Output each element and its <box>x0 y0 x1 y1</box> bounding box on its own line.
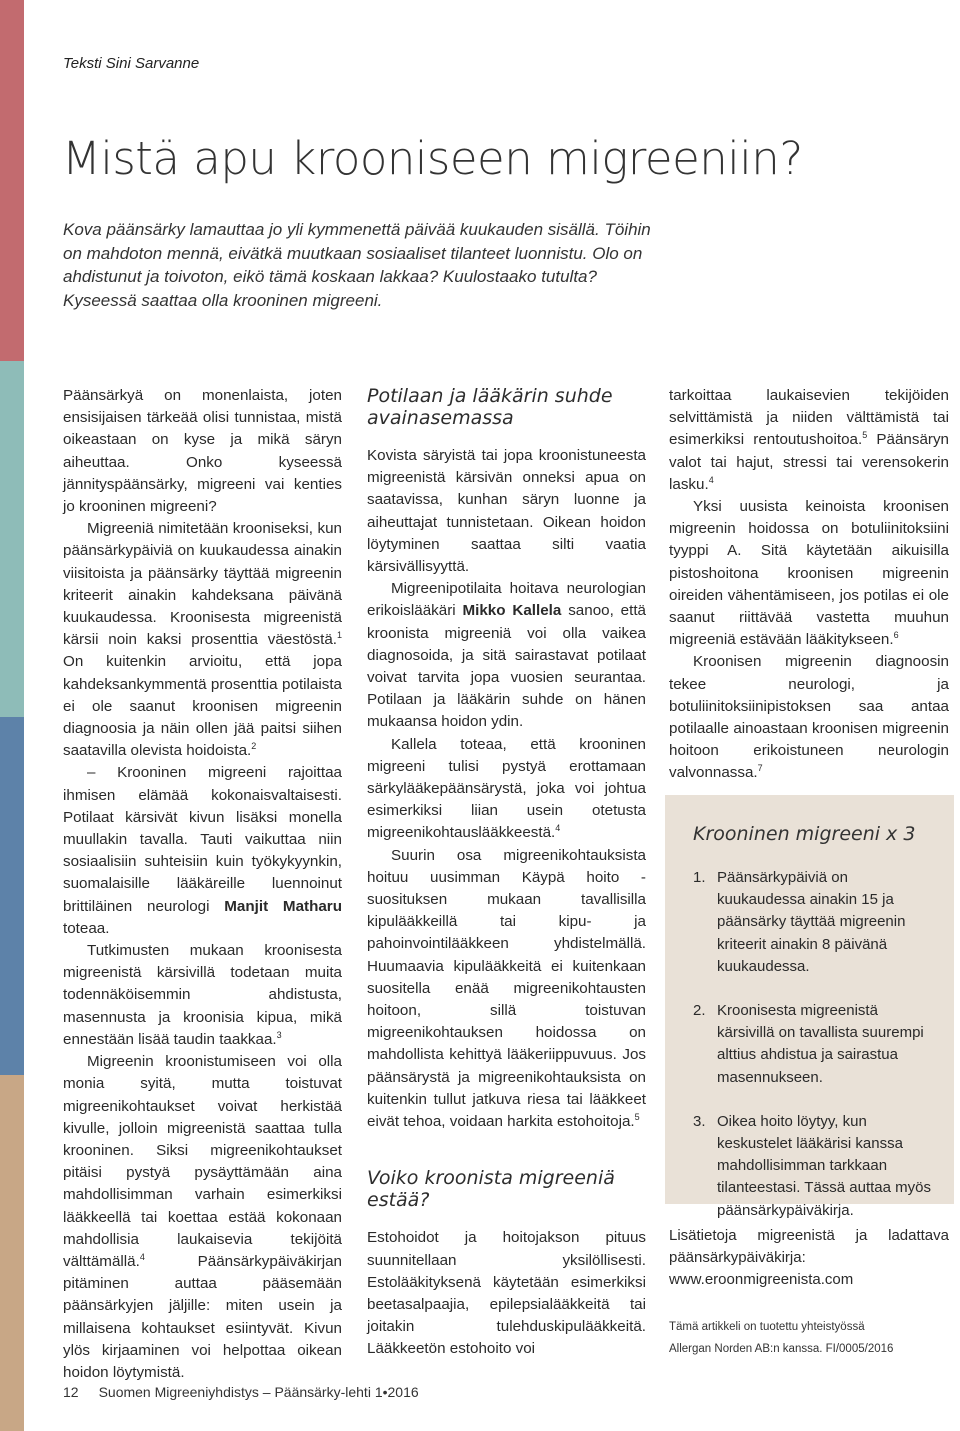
subheading: Voiko kroonista migreeniä estää? <box>367 1167 615 1212</box>
column-2 <box>367 385 646 1361</box>
paragraph: Kroonisen migreenin diagnoosin tekee neurologi, ja botuliinitoksiinipistoksen saa antaa potilaalle ainoastaan kroonisen migreenin hoitoon erikoistuneen neurologin valvonnassa.$^7$ <box>669 653 949 782</box>
color-bar-red <box>0 0 24 361</box>
paragraph: Yksi uusista keinoista kroonisen migreenin hoidossa on botuliinitoksiini tyyppi A. Sitä käytetään aikuisilla pistoshoitona kroonisen migreenin oireiden vähentämiseen, jos potilas ei ole saanut riittävää vastetta muuhun migreeniä estävään lääkitykseen.$^6$ <box>669 498 949 649</box>
fact-box <box>665 795 954 1219</box>
page-number: 12 <box>63 1384 79 1400</box>
more-info <box>669 1225 949 1292</box>
column-3 <box>669 385 949 785</box>
paragraph: Migreenin kroonistumiseen voi olla monia syitä, mutta toistuvat migreenikohtaukset voivat herkistää kivulle, jolloin migreenistä saattaa tulla krooninen. Siksi migreenikohtaukset pitäisi pystyä pysäyttämään aina mahdollisimman varhain esimerkiksi lääkkeellä tai koettaa estää kokonaan mahdollisia laukaisevia tekijöitä välttämällä.$^4$ Päänsärkypäiväkirjan pitäminen auttaa pääsemään päänsärkyjen jäljille: miten usein ja millaisena kohtaukset esiintyvät. Kivun ylös kirjaaminen voi helpottaa oikean hoidon löytymistä. <box>63 1053 342 1381</box>
list-item: 2. Kroonisesta migreenistä kärsivillä on tavallista suurempi alttius ahdistua ja sairastua masennukseen. <box>693 1002 924 1086</box>
more-info-text: Lisätietoja migreenistä ja ladattava päänsärkypäiväkirja: <box>669 1227 949 1267</box>
paragraph: Kallela toteaa, että krooninen migreeni tulisi pystyä erottamaan särkylääkepäänsärystä, joka voi johtua esimerkiksi liian usein otetusta migreenikohtauslääkkeestä.$^4$ <box>367 735 646 842</box>
person-name: Manjit Matharu <box>224 897 342 915</box>
paragraph: Estohoidot ja hoitojakson pituus suunnitellaan yksilöllisesti. Estolääkityksenä käytetään esimerkiksi beetasalpaajia, epilepsialääkkeitä tai joitakin tulehduskipulääkkeitä. Lääkkeetön estohoito voi <box>367 1229 646 1358</box>
paragraph: Päänsärkyä on monenlaista, joten ensisijaisen tärkeää olisi tunnistaa, mistä oikeastaan on kyse ja mikä säryn aiheuttaa. Onko kyseessä jännityspäänsärky, migreeni vai kenties jo krooninen migreeni? <box>63 387 342 516</box>
paragraph: Kovista säryistä tai jopa kroonistuneesta migreenistä kärsivän onneksi apua on saatavissa, kunhan säryn luonne ja aiheuttajat tunnistetaan. Oikean hoidon löytyminen saattaa silti vaatia kärsivällisyyttä. <box>367 447 646 576</box>
fact-box-title: Krooninen migreeni x 3 <box>693 823 916 845</box>
paragraph: – Krooninen migreeni rajoittaa ihmisen elämää kokonaisvaltaisesti. Potilaat kärsivät kivun lisäksi monella muullakin tavalla. Tauti vaikuttaa niin sosiaalisiin suhteisiin kuin työkykyynkin, suomalaisille lääkäreille luennoinut brittiläinen neurologi Manjit Matharu toteaa. <box>63 764 342 937</box>
paragraph: Migreenipotilaita hoitava neurologian erikoislääkäri Mikko Kallela sanoo, että kroonista migreeniä voi olla vaikea diagnosoida, ja sitä sairastavat potilaat voivat tarvita jopa vuosien seurantaa. Potilaan ja lääkärin suhde on hänen mukaansa hoidon ydin. <box>367 580 646 731</box>
byline: Teksti Sini Sarvanne <box>63 55 200 72</box>
paragraph: Tutkimusten mukaan kroonisesta migreenistä kärsivillä todetaan muita todennäköisemmin ahdistusta, masennusta ja kroonisia kipua, mikä ennestään lisää taudin taakkaa.$^3$ <box>63 942 342 1048</box>
article-title: Mistä apu krooniseen migreeniin? <box>62 132 803 185</box>
color-bar-tan <box>0 1075 24 1431</box>
color-bar-blue <box>0 717 24 1075</box>
paragraph: Migreeniä nimitetään krooniseksi, kun päänsärkypäiviä on kuukaudessa ainakin viisitoista ja päänsärky täyttää migreenin kriteerit ainakin kahdeksana päivänä kuukaudessa. Kroonisesta migreenistä kärsii noin kaksi prosenttia väestöstä.$^1$ On kuitenkin arvioitu, että jopa kahdeksankymmentä prosenttia potilaista ei ole saanut kroonisen migreenin diagnoosia ja näin ollen jää paitsi siihen saatavilla olevista hoidoista.$^2$ <box>63 520 342 760</box>
website-link[interactable]: www.eroonmigreenista.com <box>669 1271 854 1289</box>
paragraph: tarkoittaa laukaisevien tekijöiden selvittämistä ja niiden välttämistä tai esimerkiksi rentoutushoitoa.$^5$ Päänsäryn valot tai hajut, stressi tai verensokerin lasku.$^4$ <box>669 387 949 493</box>
lead-paragraph: Kova päänsärky lamauttaa jo yli kymmenettä päivää kuukauden sisällä. Töihin on mahdoton mennä, eivätkä muutkaan sosiaaliset tilanteet luonnistu. Olo on ahdistunut ja toivoton, eikö tämä koskaan lakkaa? Kuulostaako tutulta? Kyseessä saattaa olla krooninen migreeni. <box>63 220 651 310</box>
person-name: Mikko Kallela <box>462 602 562 620</box>
color-bar-teal <box>0 361 24 717</box>
page-footer <box>63 1384 419 1400</box>
paragraph: Suurin osa migreenikohtauksista hoituu uusimman Käypä hoito -suosituksen mukaan tavallisilla kipulääkkeillä tai kipu- ja pahoinvointilääkkeen yhdistelmällä. Huumaavia kipulääkkeitä ei kuitenkaan suositella enää migreenikohtausten hoitoon, sillä toistuvan migreenikohtauksen hoidossa on mahdollista kehittyä lääkeriippuvuus. Jos päänsärystä ja migreenikohtauksista on kuitenkin tullut jatkuva riesa tai lääkkeet eivät tehoa, voidaan harkita estohoitoja.$^5$ <box>367 846 646 1131</box>
credit-note: Tämä artikkeli on tuotettu yhteistyössä Allergan Norden AB:n kanssa. FI/0005/2016 <box>669 1321 894 1355</box>
column-1 <box>63 385 342 1384</box>
list-item: 3. Oikea hoito löytyy, kun keskustelet lääkärisi kanssa mahdollisimman tarkkaan tilanteestasi. Tässä auttaa myös päänsärkypäiväkirja. <box>693 1112 931 1219</box>
publication-name: Suomen Migreeniyhdistys – Päänsärky-lehti 1•2016 <box>98 1384 419 1400</box>
fact-list <box>693 867 934 1222</box>
list-item: 1. Päänsärkypäiviä on kuukaudessa ainakin 15 ja päänsärky täyttää migreenin kriteerit ainakin 8 päivänä kuukaudessa. <box>693 869 906 975</box>
subheading: Potilaan ja lääkärin suhde avainasemassa <box>367 385 613 429</box>
